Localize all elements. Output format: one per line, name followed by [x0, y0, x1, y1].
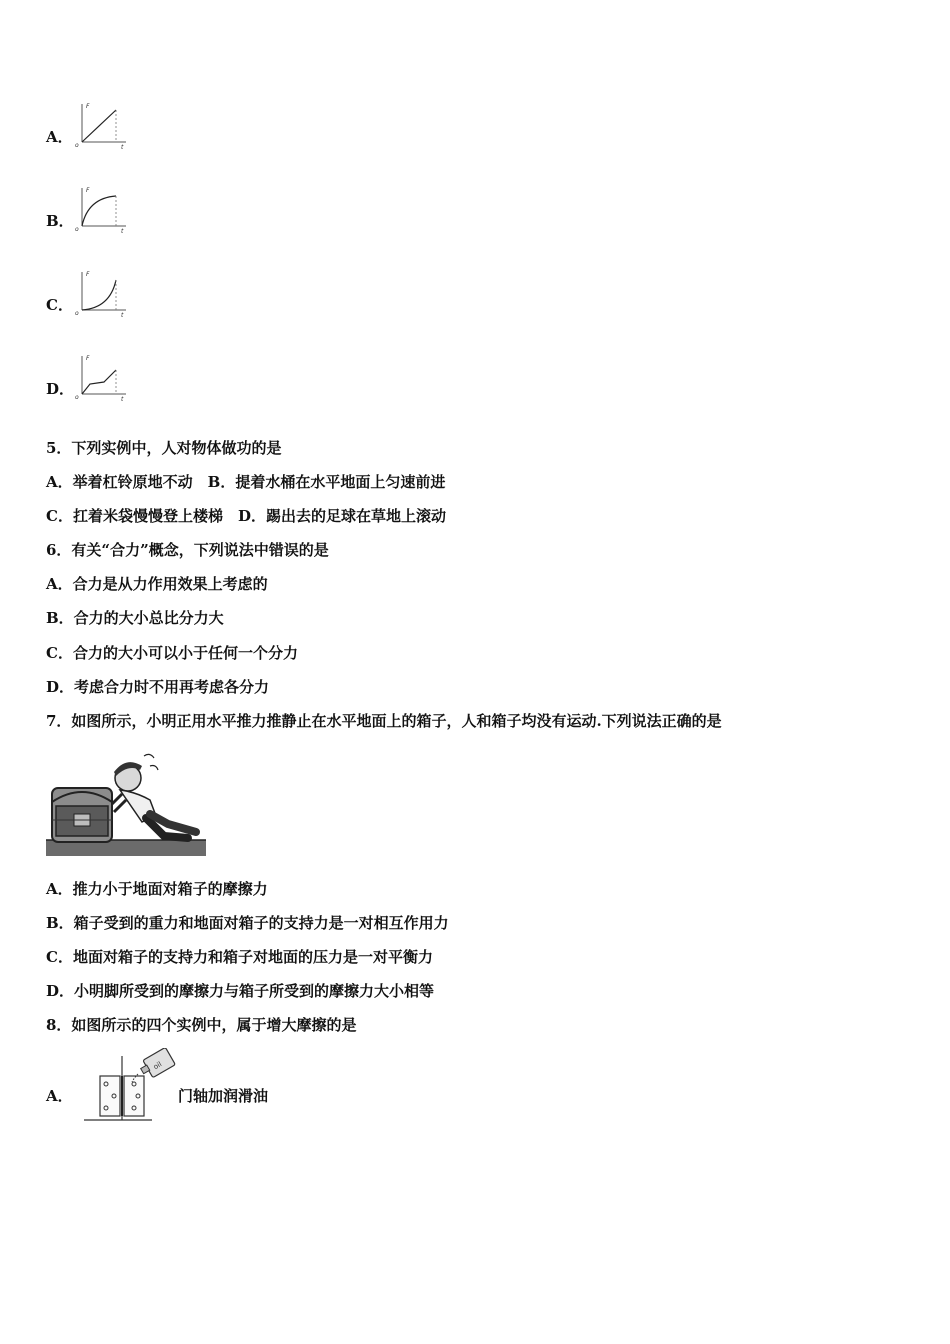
svg-text:oil: oil [152, 1060, 164, 1072]
x-axis-label: t [121, 312, 124, 318]
x-axis-label: t [121, 396, 124, 402]
step-rise-graph [74, 352, 130, 404]
q6-stem: 6．有关“合力”概念，下列说法中错误的是 [46, 541, 329, 559]
origin-label: o [75, 394, 79, 401]
q7-option-a: A．推力小于地面对箱子的摩擦力 [46, 880, 268, 898]
q8-option-a-letter: A． [46, 1087, 73, 1105]
q7-option-d: D．小明脚所受到的摩擦力与箱子所受到的摩擦力大小相等 [46, 982, 435, 1000]
q4-option-b-letter: B． [46, 212, 74, 230]
q4-option-a-letter: A． [46, 128, 73, 146]
y-axis-label: F [86, 355, 90, 362]
linear-rise-graph [74, 100, 130, 152]
q5-stem: 5．下列实例中，人对物体做功的是 [46, 439, 282, 457]
concave-rise-graph [74, 184, 130, 236]
door-hinge-oiling-illustration [82, 1048, 176, 1124]
y-axis-label: F [86, 103, 90, 110]
q6-option-a: A．合力是从力作用效果上考虑的 [46, 575, 268, 593]
origin-label: o [75, 226, 79, 233]
q5-options-row-1: A．举着杠铃原地不动 B．提着水桶在水平地面上匀速前进 [46, 473, 446, 491]
y-axis-label: F [86, 271, 90, 278]
x-axis-label: t [121, 228, 124, 234]
y-axis-label: F [86, 187, 90, 194]
q7-option-c: C．地面对箱子的支持力和箱子对地面的压力是一对平衡力 [46, 948, 433, 966]
q8-stem: 8．如图所示的四个实例中，属于增大摩擦的是 [46, 1016, 357, 1034]
q8-option-a-caption: 门轴加润滑油 [178, 1087, 269, 1105]
origin-label: o [75, 310, 79, 317]
q4-option-d-letter: D． [46, 380, 75, 398]
x-axis-label: t [121, 144, 124, 150]
q6-option-c: C．合力的大小可以小于任何一个分力 [46, 644, 298, 662]
q7-option-b: B．箱子受到的重力和地面对箱子的支持力是一对相互作用力 [46, 914, 449, 932]
q6-option-d: D．考虑合力时不用再考虑各分力 [46, 678, 270, 696]
convex-rise-graph [74, 268, 130, 320]
boy-pushing-box-illustration [46, 752, 208, 858]
q7-stem: 7．如图所示，小明正用水平推力推静止在水平地面上的箱子，人和箱子均没有运动.下列说法正确的是 [46, 712, 722, 730]
q5-options-row-2: C．扛着米袋慢慢登上楼梯 D．踢出去的足球在草地上滚动 [46, 507, 446, 525]
origin-label: o [75, 142, 79, 149]
q4-option-c-letter: C． [46, 296, 73, 314]
q6-option-b: B．合力的大小总比分力大 [46, 609, 224, 627]
